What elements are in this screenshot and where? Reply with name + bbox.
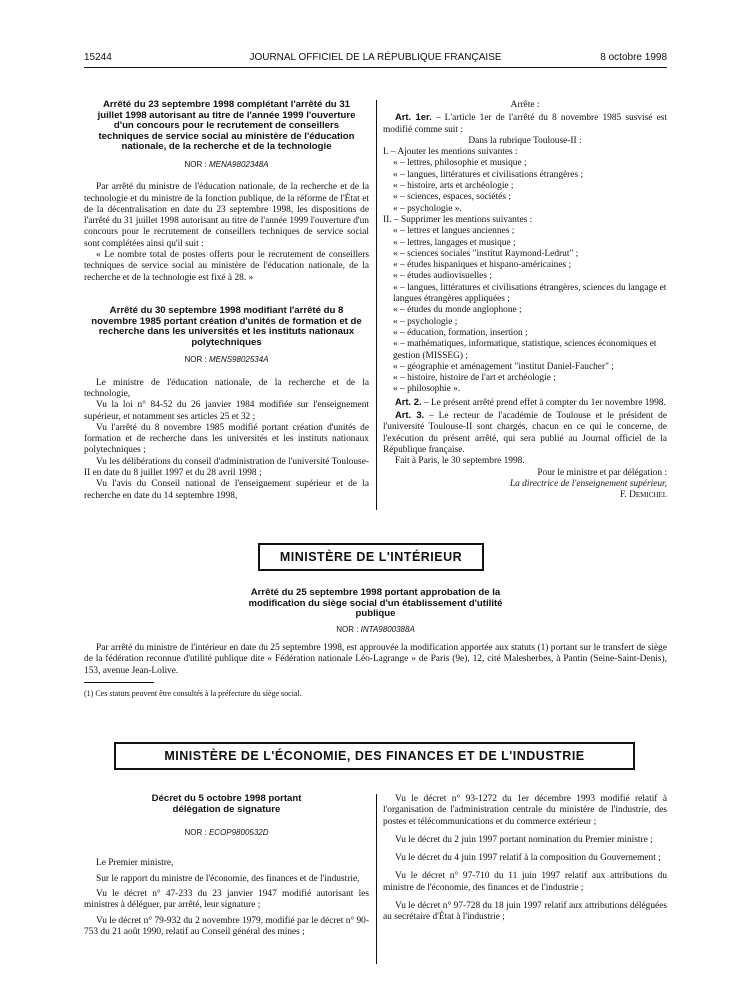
list-item: « – éducation, formation, insertion ; <box>393 327 528 338</box>
article-2: Art. 2. – Le présent arrêté prend effet à compter du 1er novembre 1998. <box>395 395 666 408</box>
column-divider <box>376 794 377 964</box>
remove-list <box>383 226 667 395</box>
ministere-interieur-box: MINISTÈRE DE L'INTÉRIEUR <box>258 543 484 571</box>
arrete1-nor: NOR : MENA9802348A <box>184 159 269 169</box>
interieur-section <box>84 588 667 677</box>
issue-date: 8 octobre 1998 <box>600 52 667 63</box>
list-item: Vu le décret du 4 juin 1997 relatif à la composition du Gouvernement ; <box>395 853 661 864</box>
page-number: 15244 <box>84 52 112 63</box>
right-column <box>383 100 667 501</box>
interieur-paragraph: Par arrêté du ministre de l'intérieur en date du 25 septembre 1998, est approuvée la modification apportée aux statuts (1) portant sur le transfert de siège de la fédération reconnue d'utilité publique dite « Fédération nationale Léo-Lagrange » de Paris (9e), 12, cité Malesherbes, à Pantin (Seine-Saint-Denis), 153, avenue Jean-Lolive. <box>84 643 667 676</box>
arrete1-paragraph: « Le nombre total de postes offerts pour le recrutement de conseillers techniques de service social au ministère de l'éducation nationale, de la recherche et de la technologie est fixé à 28. » <box>84 250 369 283</box>
journal-title: JOURNAL OFFICIEL DE LA RÉPUBLIQUE FRANÇAISE <box>249 52 502 63</box>
list-item: Vu le décret n° 93-1272 du 1er décembre 1993 modifié relatif à l'organisation de l'administration centrale du ministère de l'industrie, des postes et télécommunications et du commerce extérieur ; <box>383 794 667 827</box>
list-item: « – histoire, arts et archéologie ; <box>393 181 514 192</box>
arrete2-title: Arrêté du 30 septembre 1998 modifiant l'arrêté du 8 novembre 1985 portant création d'unités de formation et de recherche dans les universités et les instituts nationaux polytechniques <box>91 304 362 348</box>
fait-a-paris: Fait à Paris, le 30 septembre 1998. <box>395 456 525 467</box>
interieur-title: Arrêté du 25 septembre 1998 portant approbation de la modification du siège social d'un établissement d'utilité publique <box>248 587 503 620</box>
add-list <box>383 158 667 214</box>
list-item: « – mathématiques, informatique, statistique, sciences économiques et gestion (MISSEG) ; <box>393 339 657 361</box>
list-item: « – lettres et langues anciennes ; <box>393 226 515 237</box>
decret-visas-left <box>84 858 369 938</box>
list-item: Vu le décret n° 79-932 du 2 novembre 1979, modifié par le décret n° 90-753 du 21 août 1990, relatif au Conseil général des mines ; <box>84 915 369 937</box>
arrete2-paragraph: Le ministre de l'éducation nationale, de la recherche et de la technologie, <box>84 377 369 399</box>
left-column <box>84 100 369 502</box>
arrete1-title: Arrêté du 23 septembre 1998 complétant l'arrêté du 31 juillet 1998 autorisant au titre de l'année 1999 l'ouverture d'un concours pour le recrutement de conseillers techniques de service social au ministère de l'éducation nationale, de la recherche et de la technologie <box>97 99 356 153</box>
footnote-rule <box>84 682 154 683</box>
arrete2-nor: NOR : MENS9802534A <box>184 355 269 365</box>
rubrique-label: Dans la rubrique Toulouse-II : <box>468 135 582 146</box>
section-remove: II. – Supprimer les mentions suivantes : <box>383 214 533 225</box>
list-item: « – lettres, langages et musique ; <box>393 237 516 248</box>
arrete1-paragraph: Par arrêté du ministre de l'éducation nationale, de la recherche et de la technologie et du ministre de la fonction publique, de la réforme de l'État et de la décentralisation en date du 23 septembre 1998, les dispositions de l'arrêté du 31 juillet 1998 autorisant au titre de l'année 1999 l'ouverture d'un concours pour le recrutement de conseillers techniques de service social sont complétées ainsi qu'il suit : <box>84 182 369 249</box>
list-item: « – études audiovisuelles ; <box>393 271 492 282</box>
interieur-nor: NOR : INTA9800388A <box>336 624 415 634</box>
column-divider <box>376 100 377 510</box>
list-item: Vu le décret n° 97-710 du 11 juin 1997 relatif aux attributions du ministre de l'économie, des finances et de l'industrie ; <box>383 871 667 893</box>
list-item: « – sciences, espaces, sociétés ; <box>393 192 511 203</box>
decret-nor: NOR : ECOP9800532D <box>184 828 269 838</box>
list-item: « – études du monde anglophone ; <box>393 305 522 316</box>
economie-left-column <box>84 794 369 942</box>
list-item: « – géographie et aménagement "institut Daniel-Faucher" ; <box>393 361 614 372</box>
arrete2-paragraph: Vu les délibérations du conseil d'administration de l'université Toulouse-II en date du 8 juillet 1997 et du 28 avril 1998 ; <box>84 456 369 478</box>
header-rule <box>84 67 667 68</box>
signature-line: Pour le ministre et par délégation : <box>537 467 667 478</box>
list-item: Sur le rapport du ministre de l'économie, des finances et de l'industrie, <box>96 873 360 884</box>
list-item: « – études hispaniques et hispano-américaines ; <box>393 260 572 271</box>
list-item: Vu le décret du 2 juin 1997 portant nomination du Premier ministre ; <box>395 834 653 845</box>
list-item: « – psychologie ». <box>393 203 462 214</box>
section-add: I. – Ajouter les mentions suivantes : <box>383 147 518 158</box>
signature-title: La directrice de l'enseignement supérieur, <box>509 478 667 489</box>
ministere-economie-box: MINISTÈRE DE L'ÉCONOMIE, DES FINANCES ET DE L'INDUSTRIE <box>114 742 635 770</box>
signature-name: F. Demichel <box>619 490 667 501</box>
list-item: « – lettres, philosophie et musique ; <box>393 158 527 169</box>
arrete2-paragraph: Vu l'avis du Conseil national de l'enseignement supérieur et de la recherche en date du 14 septembre 1998, <box>84 479 369 501</box>
list-item: Vu le décret n° 97-728 du 18 juin 1997 relatif aux attributions déléguées au secrétaire d'État à l'industrie ; <box>383 901 667 923</box>
list-item: « – philosophie ». <box>393 384 461 395</box>
list-item: Le Premier ministre, <box>96 858 174 869</box>
arrete2-paragraph: Vu la loi n° 84-52 du 26 janvier 1984 modifiée sur l'enseignement supérieur, et notamment ses articles 25 et 32 ; <box>84 400 369 422</box>
economie-right-column <box>383 794 667 931</box>
list-item: « – psychologie ; <box>393 316 458 327</box>
page-header <box>84 52 667 66</box>
decret-visas-right <box>383 794 667 924</box>
arrete-word: Arrête : <box>510 100 540 110</box>
list-item: « – histoire, histoire de l'art et archéologie ; <box>393 373 556 384</box>
list-item: Vu le décret n° 47-233 du 23 janvier 1947 modifié autorisant les ministres à déléguer, par arrêté, leur signature ; <box>84 889 369 911</box>
list-item: « – sciences sociales "institut Raymond-Ledrut" ; <box>393 248 579 259</box>
list-item: « – langues, littératures et civilisations étrangères ; <box>393 169 584 180</box>
article-3: Art. 3. – Le recteur de l'académie de Toulouse et le président de l'université Toulouse-II sont chargés, chacun en ce qui le concerne, de l'exécution du présent arrêté, qui sera publié au Journal officiel de la République française. <box>383 409 667 455</box>
list-item: « – langues, littératures et civilisations étrangères, sciences du langage et langues étrangères appliquées ; <box>393 282 667 305</box>
article-1: Art. 1er. – L'article 1er de l'arrêté du 8 novembre 1985 susvisé est modifié comme suit : <box>383 111 667 135</box>
arrete2-paragraph: Vu l'arrêté du 8 novembre 1985 modifié portant création d'unités de formation et de recherche dans les universités et les instituts nationaux polytechniques ; <box>84 422 369 456</box>
footnote: (1) Ces statuts peuvent être consultés à la préfecture du siège social. <box>84 689 302 698</box>
decret-title: Décret du 5 octobre 1998 portant délégation de signature <box>151 793 302 815</box>
